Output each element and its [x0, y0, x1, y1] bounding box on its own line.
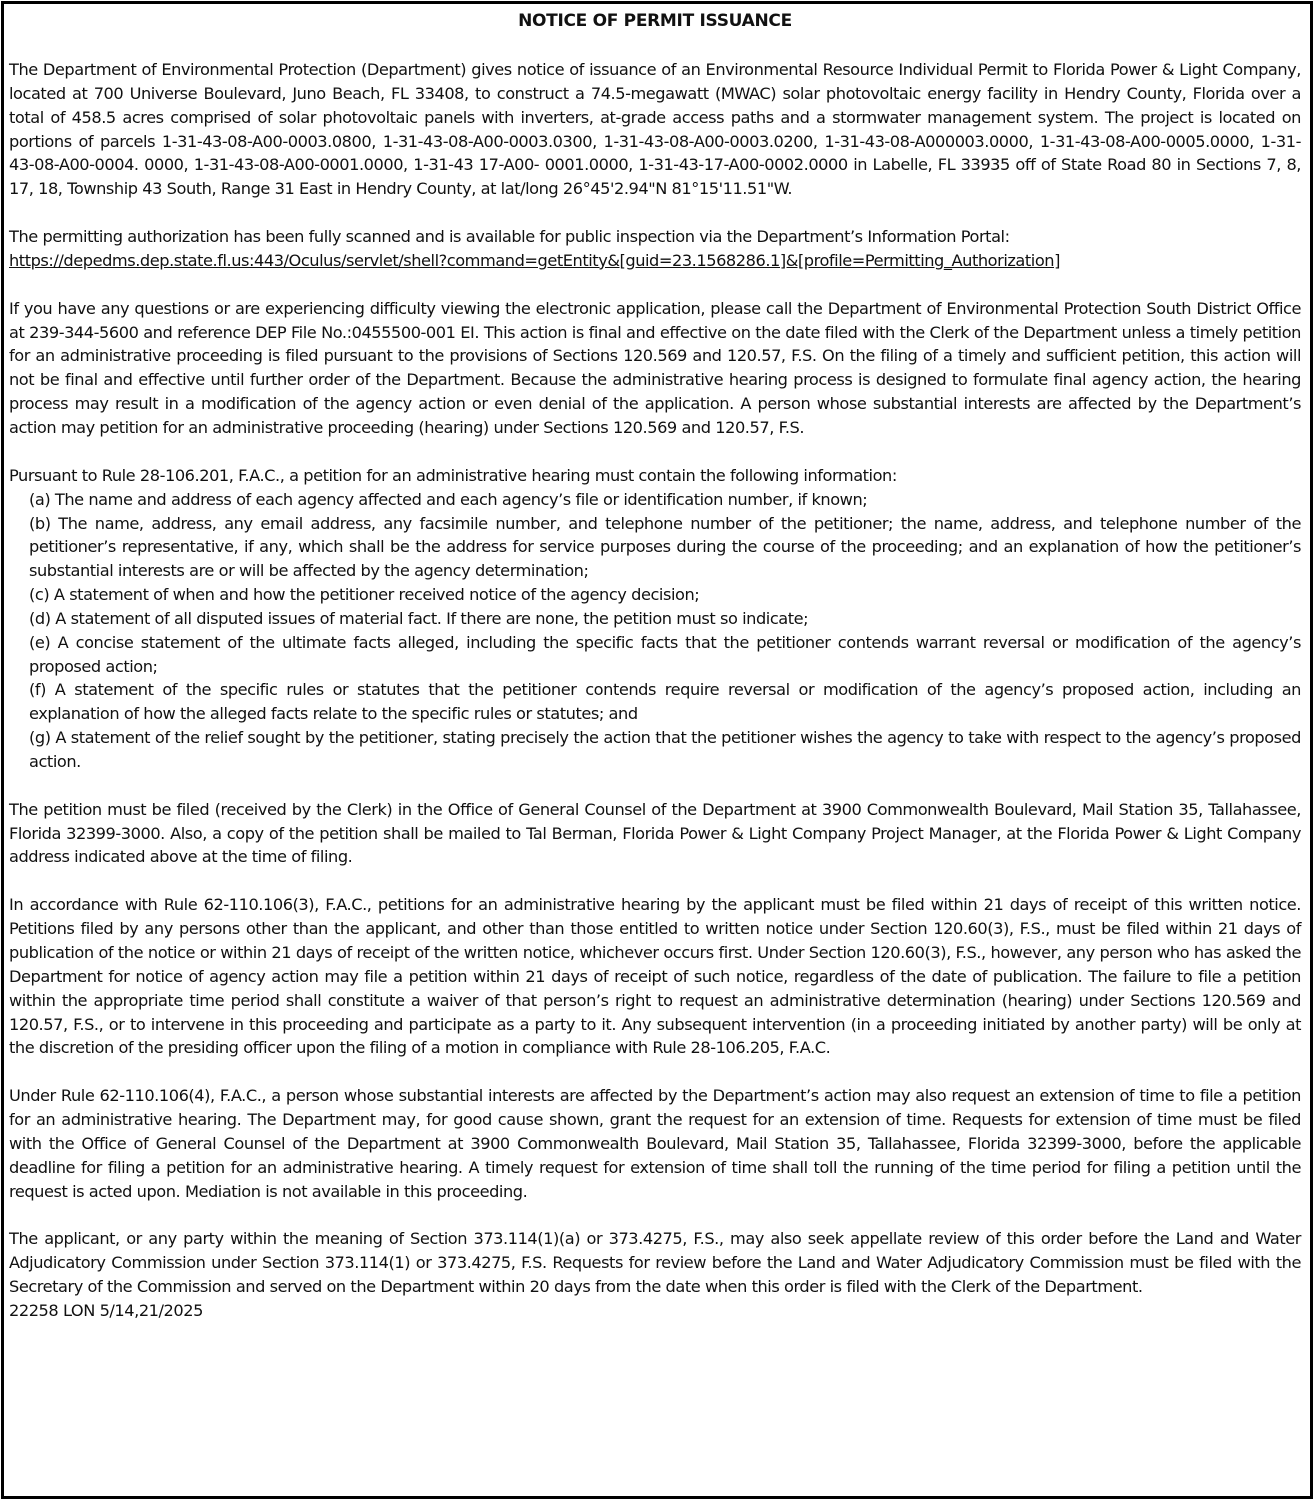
- appellate-paragraph: The applicant, or any party within the meaning of Section 373.114(1)(a) or 373.4275, F.S., may also seek appellate review of this order before the Land and Water Adjudicatory Commission under Section 373.114(1) or 373.4275, F.S. Requests for review before the Land and Water Adjudicatory Commission must be filed with the Secretary of the Commission and served on the Department within 20 days from the date when this order is filed with the Clerk of the Department.: [9, 1229, 1301, 1297]
- rule-items-list: [9, 488, 1301, 774]
- questions-paragraph: If you have any questions or are experiencing difficulty viewing the electronic application, please call the Department of Environmental Protection South District Office at 239-344-5600 and reference DEP File No.:0455500-001 EI. This action is final and effective on the date filed with the Clerk of the Department unless a timely petition for an administrative proceeding is filed pursuant to the provisions of Sections 120.569 and 120.57, F.S. On the filing of a timely and sufficient petition, this action will not be final and effective until further order of the Department. Because the administrative hearing process is designed to formulate final agency action, the hearing process may result in a modification of the agency action or even denial of the application. A person whose substantial interests are affected by the Department’s action may petition for an administrative proceeding (hearing) under Sections 120.569 and 120.57, F.S.: [9, 298, 1301, 437]
- portal-link[interactable]: https://depedms.dep.state.fl.us:443/Oculus/servlet/shell?command=getEntity&[guid=23.1568286.1]&[profile=Permitting_Authorization]: [9, 250, 1060, 270]
- list-item: (f) A statement of the specific rules or statutes that the petitioner contends require reversal or modification of the agency’s proposed action, including an explanation of how the alleged facts relate to the specific rules or statutes; and: [29, 680, 1301, 724]
- list-item: (d) A statement of all disputed issues of material fact. If there are none, the petition must so indicate;: [29, 608, 809, 628]
- list-item: (b) The name, address, any email address, any facsimile number, and telephone number of the petitioner; the name, address, and telephone number of the petitioner’s representative, if any, which shall be the address for service purposes during the course of the proceeding; and an explanation of how the petitioner’s substantial interests are or will be affected by the agency determination;: [29, 513, 1301, 581]
- footer-code: 22258 LON 5/14,21/2025: [9, 1300, 203, 1320]
- filing-paragraph: The petition must be filed (received by the Clerk) in the Office of General Counsel of the Department at 3900 Commonwealth Boulevard, Mail Station 35, Tallahassee, Florida 32399-3000. Also, a copy of the petition shall be mailed to Tal Berman, Florida Power & Light Company Project Manager, at the Florida Power & Light Company address indicated above at the time of filing.: [9, 799, 1301, 867]
- list-item: (g) A statement of the relief sought by the petitioner, stating precisely the action that the petitioner wishes the agency to take with respect to the agency’s proposed action.: [29, 728, 1301, 771]
- list-item: (a) The name and address of each agency affected and each agency’s file or identification number, if known;: [29, 489, 868, 509]
- deadline-paragraph: In accordance with Rule 62-110.106(3), F.A.C., petitions for an administrative hearing by the applicant must be filed within 21 days of receipt of this written notice. Petitions filed by any persons other than the applicant, and other than those entitled to written notice under Section 120.60(3), F.S., must be filed within 21 days of publication of the notice or within 21 days of receipt of the written notice, whichever occurs first. Under Section 120.60(3), F.S., however, any person who has asked the Department for notice of agency action may file a petition within 21 days of receipt of such notice, regardless of the date of publication. The failure to file a petition within the appropriate time period shall constitute a waiver of that person’s right to request an administrative determination (hearing) under Sections 120.569 and 120.57, F.S., or to intervene in this proceeding and participate as a party to it. Any subsequent intervention (in a proceeding initiated by another party) will be only at the discretion of the presiding officer upon the filing of a motion in compliance with Rule 28-106.205, F.A.C.: [9, 895, 1301, 1058]
- portal-paragraph: [9, 225, 1301, 273]
- portal-text: The permitting authorization has been fully scanned and is available for public inspection via the Department’s Information Portal:: [9, 227, 1010, 247]
- notice-title: NOTICE OF PERMIT ISSUANCE: [518, 11, 792, 31]
- extension-paragraph: Under Rule 62-110.106(4), F.A.C., a person whose substantial interests are affected by the Department’s action may also request an extension of time to file a petition for an administrative hearing. The Department may, for good cause shown, grant the request for an extension of time. Requests for extension of time must be filed with the Office of General Counsel of the Department at 3900 Commonwealth Boulevard, Mail Station 35, Tallahassee, Florida 32399-3000, before the applicable deadline for filing a petition for an administrative hearing. A timely request for extension of time shall toll the running of the time period for filing a petition until the request is acted upon. Mediation is not available in this proceeding.: [9, 1086, 1301, 1201]
- list-item: (c) A statement of when and how the petitioner received notice of the agency decision;: [29, 585, 700, 605]
- rule-intro: Pursuant to Rule 28-106.201, F.A.C., a petition for an administrative hearing must contain the following information:: [9, 465, 897, 485]
- notice-body: [9, 9, 1301, 1323]
- list-item: (e) A concise statement of the ultimate facts alleged, including the specific facts that the petitioner contends warrant reversal or modification of the agency’s proposed action;: [29, 632, 1301, 676]
- intro-paragraph: The Department of Environmental Protection (Department) gives notice of issuance of an Environmental Resource Individual Permit to Florida Power & Light Company, located at 700 Universe Boulevard, Juno Beach, FL 33408, to construct a 74.5-megawatt (MWAC) solar photovoltaic energy facility in Hendry County, Florida over a total of 458.5 acres comprised of solar photovoltaic panels with inverters, at-grade access paths and a stormwater management system. The project is located on portions of parcels 1-31-43-08-A00-0003.0800, 1-31-43-08-A00-0003.0300, 1-31-43-08-A00-0003.0200, 1-31-43-08-A000003.0000, 1-31-43-08-A00-0005.0000, 1-31-43-08-A00-0004. 0000, 1-31-43-08-A00-0001.0000, 1-31-43 17-A00- 0001.0000, 1-31-43-17-A00-0002.0000 in Labelle, FL 33935 off of State Road 80 in Sections 7, 8, 17, 18, Township 43 South, Range 31 East in Hendry County, at lat/long 26°45'2.94"N 81°15'11.51"W.: [9, 60, 1301, 199]
